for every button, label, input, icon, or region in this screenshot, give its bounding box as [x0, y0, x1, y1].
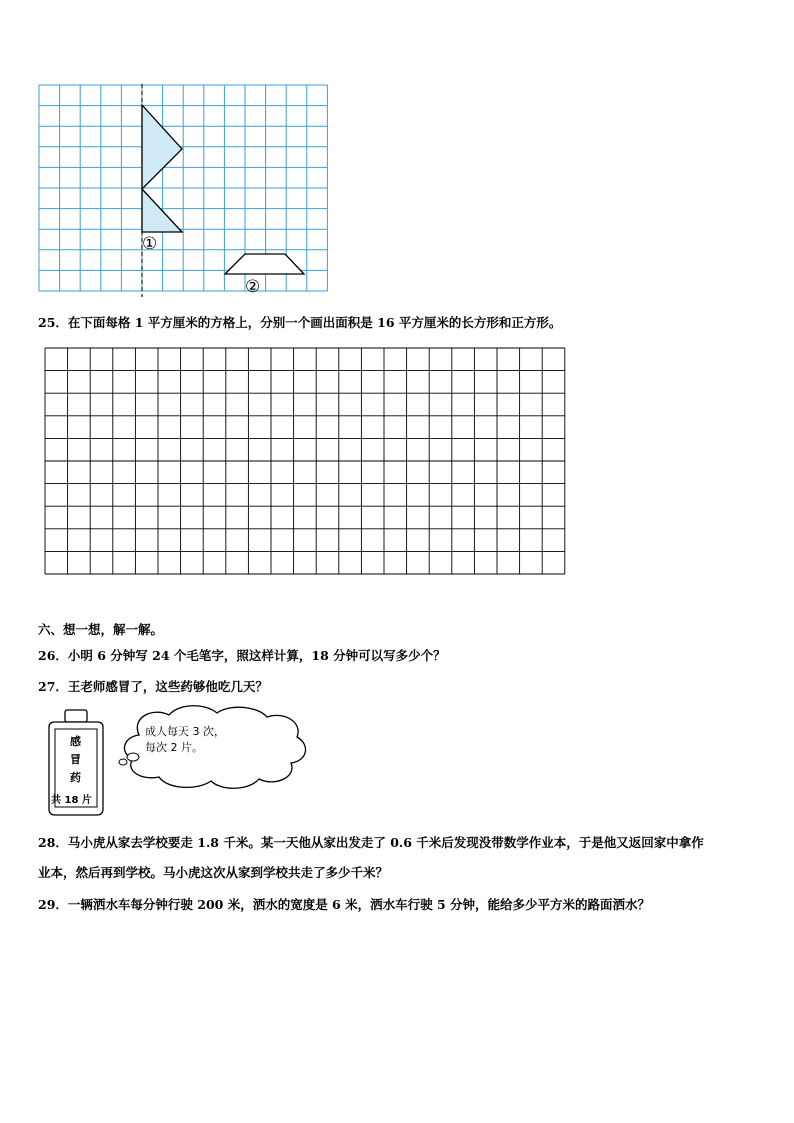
question-28-line-1: 28．马小虎从家去学校要走 1.8 千米。某一天他从家出发走了 0.6 千米后发现没带数学作业本，于是他又返回家中拿作: [38, 835, 704, 850]
bottle-cap: [65, 710, 87, 722]
question-25: 25．在下面每格 1 平方厘米的方格上，分别一个画出面积是 16 平方厘米的长方形和正方形。: [38, 315, 562, 330]
drawing-grid: [44, 347, 568, 575]
label-2: ②: [245, 277, 261, 297]
bottle-char-1: 感: [70, 735, 81, 748]
bottle-char-3: 药: [70, 771, 81, 784]
bubble-line-1: 成人每天 3 次，: [145, 725, 225, 738]
bubble-tail-2: [119, 759, 127, 765]
bubble-tail-1: [127, 753, 139, 761]
shape-2: [225, 254, 304, 274]
shape-1: [142, 105, 182, 232]
symmetry-grid-figure: [38, 84, 330, 298]
section-6-heading: 六、想一想，解一解。: [38, 622, 164, 637]
bottle-char-2: 冒: [70, 753, 81, 766]
question-26: 26．小明 6 分钟写 24 个毛笔字，照这样计算，18 分钟可以写多少个？: [38, 648, 446, 663]
question-29: 29．一辆洒水车每分钟行驶 200 米，洒水的宽度是 6 米，洒水车行驶 5 分钟，能给多少平方米的路面洒水？: [38, 897, 650, 912]
black-grid: [45, 348, 565, 574]
bottle-total: 共 18 片: [51, 795, 92, 806]
question-28-line-2: 业本，然后再到学校。马小虎这次从家到学校共走了多少千米？: [38, 865, 389, 880]
bubble-line-2: 每次 2 片。: [145, 741, 203, 754]
question-27: 27．王老师感冒了，这些药够他吃几天？: [38, 679, 268, 694]
label-1: ①: [142, 234, 158, 254]
medicine-illustration: [35, 705, 310, 817]
